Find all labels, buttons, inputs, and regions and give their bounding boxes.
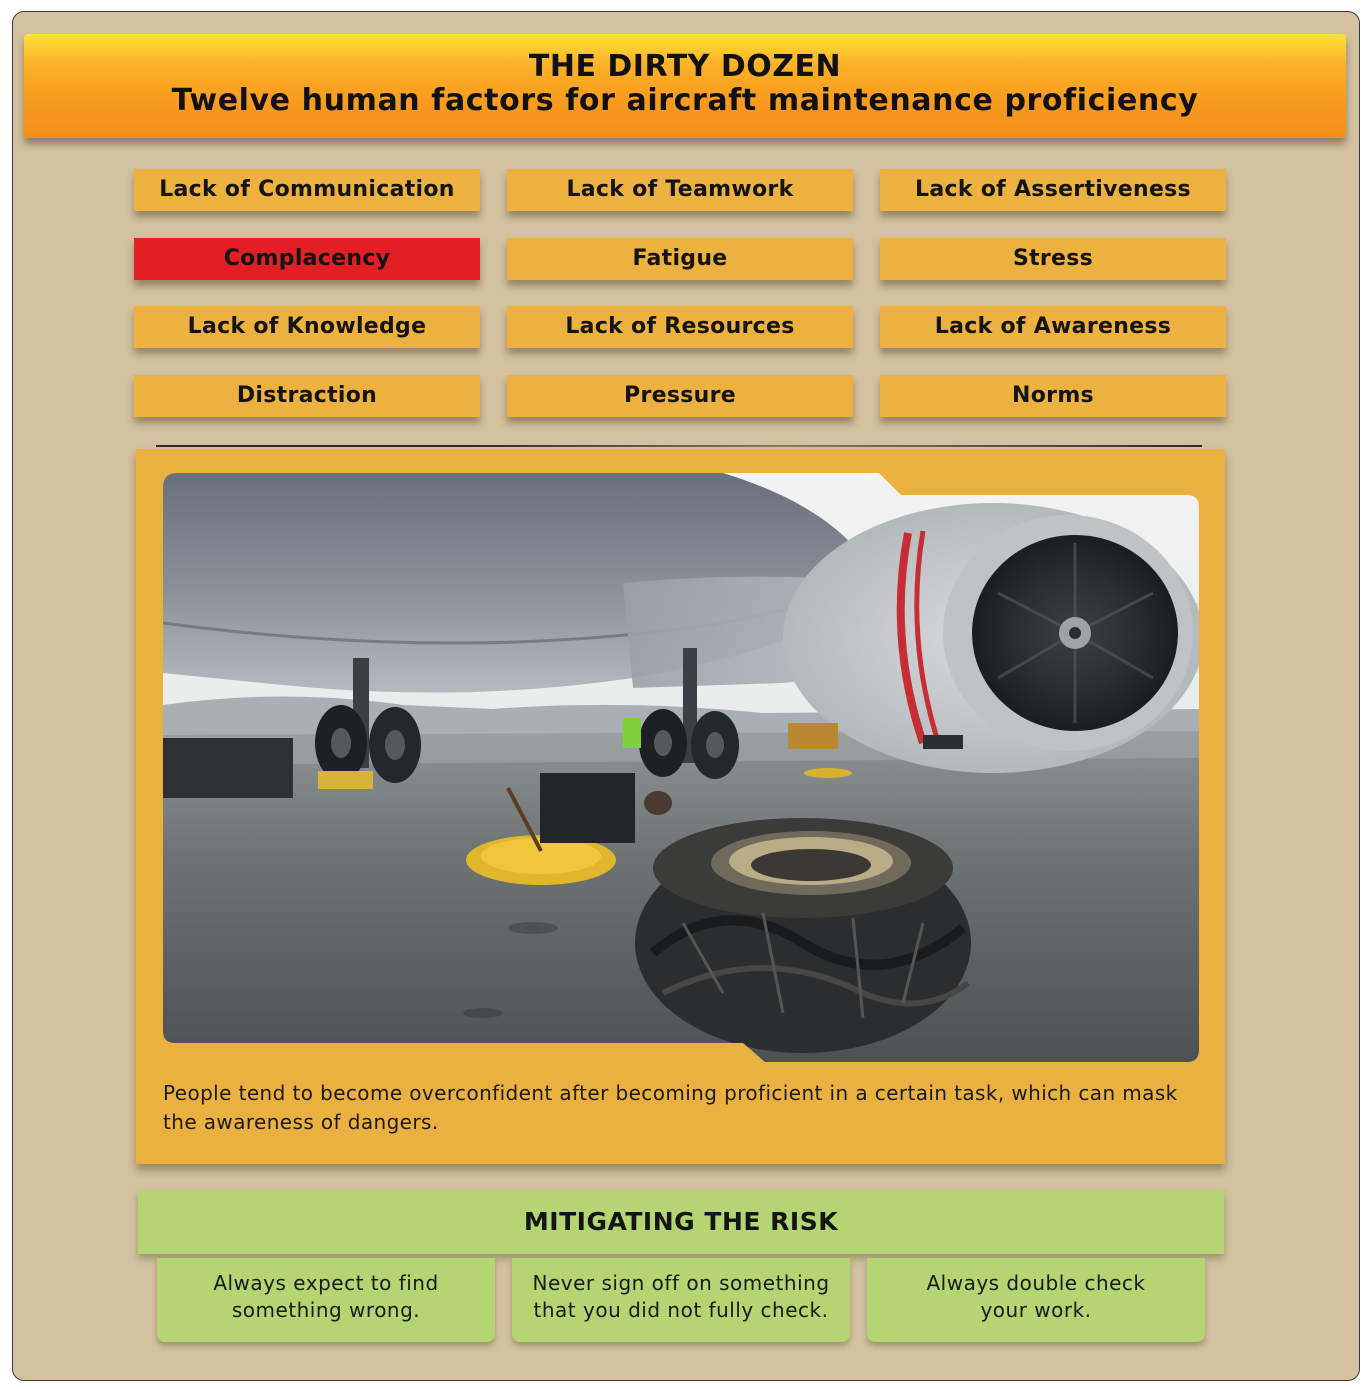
factor-lack-of-assertiveness[interactable]: Lack of Assertiveness xyxy=(880,169,1226,211)
page-subtitle: Twelve human factors for aircraft maintenance proficiency xyxy=(171,83,1199,118)
mitigation-item xyxy=(867,1258,1205,1342)
factor-distraction[interactable]: Distraction xyxy=(134,375,480,417)
mitigation-line: your work. xyxy=(980,1298,1092,1322)
factor-lack-of-communication[interactable]: Lack of Communication xyxy=(134,169,480,211)
factor-lack-of-resources[interactable]: Lack of Resources xyxy=(507,306,853,348)
factor-lack-of-knowledge[interactable]: Lack of Knowledge xyxy=(134,306,480,348)
factor-lack-of-teamwork[interactable]: Lack of Teamwork xyxy=(507,169,853,211)
factor-description: People tend to become overconfident after becoming proficient in a certain task, which can mask the awareness of dangers. xyxy=(163,1081,1178,1134)
mitigation-line: something wrong. xyxy=(231,1298,421,1322)
mitigation-header: MITIGATING THE RISK xyxy=(138,1190,1224,1254)
mitigation-item xyxy=(157,1258,495,1342)
factor-complacency[interactable]: Complacency xyxy=(134,238,480,280)
mitigation-line: that you did not fully check. xyxy=(533,1298,829,1322)
mitigation-line: Always expect to find xyxy=(213,1271,439,1295)
factor-pressure[interactable]: Pressure xyxy=(507,375,853,417)
factor-norms[interactable]: Norms xyxy=(880,375,1226,417)
mitigation-item xyxy=(512,1258,850,1342)
title-banner xyxy=(24,34,1346,138)
aircraft-tire-photo xyxy=(163,473,1199,1062)
factor-lack-of-awareness[interactable]: Lack of Awareness xyxy=(880,306,1226,348)
mitigation-line: Always double check xyxy=(926,1271,1146,1295)
factor-stress[interactable]: Stress xyxy=(880,238,1226,280)
factor-fatigue[interactable]: Fatigue xyxy=(507,238,853,280)
page-title: THE DIRTY DOZEN xyxy=(528,49,842,84)
section-divider xyxy=(156,445,1202,447)
mitigation-line: Never sign off on something xyxy=(532,1271,830,1295)
